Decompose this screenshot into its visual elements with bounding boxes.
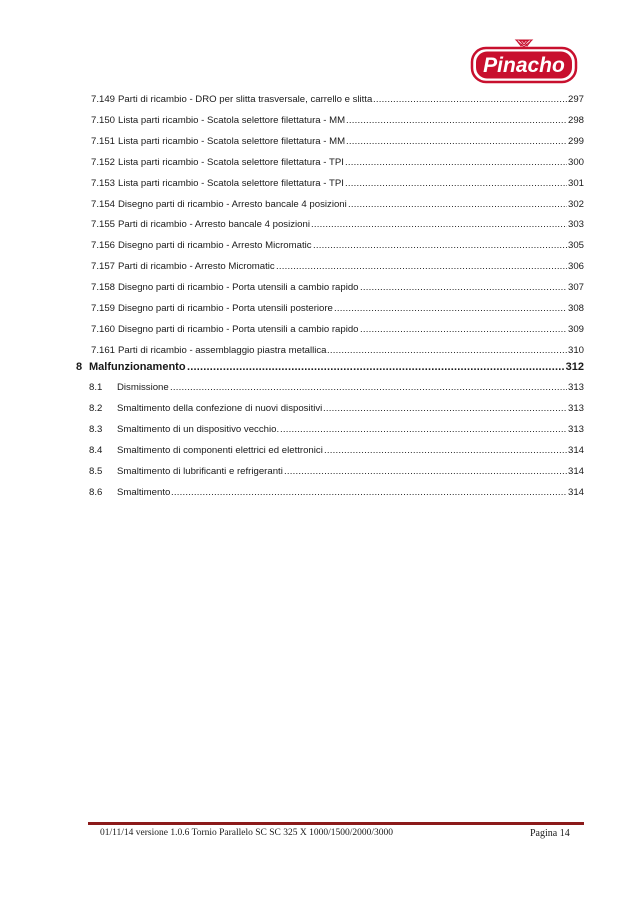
toc-entry-title: Disegno parti di ricambio - Porta utensili posteriore bbox=[118, 303, 333, 314]
toc-page-number: 300 bbox=[567, 156, 584, 168]
toc-dot-leader bbox=[334, 301, 567, 317]
toc-entry-number: 8.4 bbox=[89, 445, 103, 456]
toc-entry-number: 7.160 bbox=[91, 323, 116, 335]
toc-dot-leader bbox=[324, 443, 567, 459]
footer-document-info: 01/11/14 versione 1.0.6 Tornio Parallelo SC SC 325 X 1000/1500/2000/3000 bbox=[100, 828, 394, 838]
toc-page-number: 313 bbox=[567, 424, 584, 435]
toc-page-number: 297 bbox=[567, 94, 584, 105]
toc-page-number: 308 bbox=[567, 303, 584, 314]
toc-chapter-row[interactable] bbox=[0, 359, 636, 375]
toc-entry-number: 8.3 bbox=[89, 424, 103, 435]
toc-entry-row[interactable] bbox=[0, 217, 636, 233]
toc-entry-row[interactable] bbox=[0, 485, 636, 501]
toc-dot-leader bbox=[187, 359, 565, 375]
toc-entry-row[interactable] bbox=[0, 238, 636, 254]
toc-entry-row[interactable] bbox=[0, 422, 636, 438]
toc-entry-title: Disegno parti di ricambio - Porta utensili a cambio rapido bbox=[118, 282, 359, 294]
toc-entry-number: 7.152 bbox=[91, 156, 116, 168]
toc-entry-number: 7.158 bbox=[91, 282, 116, 294]
toc-entry-number: 7.157 bbox=[91, 261, 116, 273]
toc-entry-row[interactable] bbox=[0, 380, 636, 396]
toc-dot-leader bbox=[373, 92, 567, 108]
toc-page-number: 303 bbox=[567, 219, 584, 231]
toc-entry-number: 7.154 bbox=[91, 198, 116, 210]
toc-dot-leader bbox=[280, 422, 567, 438]
toc-entry-row[interactable] bbox=[0, 134, 636, 150]
toc-page-number: 298 bbox=[567, 114, 584, 126]
toc-dot-leader bbox=[284, 464, 567, 480]
toc-dot-leader bbox=[276, 259, 567, 275]
toc-dot-leader bbox=[360, 322, 567, 338]
toc-dot-leader bbox=[348, 197, 567, 213]
footer-rule bbox=[88, 822, 584, 825]
toc-page-number: 310 bbox=[567, 344, 584, 356]
toc-dot-leader bbox=[360, 280, 567, 296]
toc-entry-row[interactable] bbox=[0, 113, 636, 129]
toc-entry-title: Parti di ricambio - DRO per slitta trasversale, carrello e slitta bbox=[118, 94, 373, 105]
toc-entry-number: 8 bbox=[76, 361, 83, 373]
toc-entry-title: Smaltimento bbox=[117, 487, 171, 498]
toc-entry-number: 7.149 bbox=[91, 94, 116, 105]
toc-dot-leader bbox=[327, 343, 567, 359]
pinacho-logo-icon bbox=[470, 38, 578, 84]
toc-entry-number: 8.5 bbox=[89, 466, 103, 477]
toc-entry-number: 7.161 bbox=[91, 344, 116, 356]
toc-dot-leader bbox=[311, 217, 567, 233]
toc-page-number: 306 bbox=[567, 261, 584, 273]
toc-page-number: 301 bbox=[567, 177, 584, 189]
toc-entry-number: 7.150 bbox=[91, 114, 116, 126]
toc-entry-row[interactable] bbox=[0, 401, 636, 417]
toc-entry-row[interactable] bbox=[0, 176, 636, 192]
toc-dot-leader bbox=[346, 113, 567, 129]
toc-page-number: 313 bbox=[567, 382, 584, 393]
toc-entry-title: Disegno parti di ricambio - Arresto bancale 4 posizioni bbox=[118, 198, 347, 210]
footer-page-number: Pagina 14 bbox=[530, 828, 570, 839]
toc-page-number: 307 bbox=[567, 282, 584, 294]
toc-entry-number: 8.2 bbox=[89, 403, 103, 414]
toc-dot-leader bbox=[346, 134, 567, 150]
toc-page-number: 299 bbox=[567, 135, 584, 147]
toc-entry-row[interactable] bbox=[0, 464, 636, 480]
toc-dot-leader bbox=[171, 485, 567, 501]
toc-entry-row[interactable] bbox=[0, 197, 636, 213]
toc-entry-title: Smaltimento della confezione di nuovi dispositivi bbox=[117, 403, 323, 414]
toc-entry-number: 7.155 bbox=[91, 219, 116, 231]
toc-entry-title: Lista parti ricambio - Scatola selettore filettatura - MM bbox=[118, 114, 346, 126]
toc-entry-row[interactable] bbox=[0, 443, 636, 459]
toc-entry-number: 8.1 bbox=[89, 382, 103, 393]
toc-entry-title: Lista parti ricambio - Scatola selettore filettatura - TPI bbox=[118, 177, 344, 189]
toc-entry-row[interactable] bbox=[0, 343, 636, 359]
toc-entry-number: 7.153 bbox=[91, 177, 116, 189]
toc-dot-leader bbox=[323, 401, 567, 417]
toc-page-number: 314 bbox=[567, 487, 584, 498]
toc-entry-number: 7.156 bbox=[91, 240, 116, 252]
toc-entry-title: Malfunzionamento bbox=[89, 361, 186, 373]
toc-dot-leader bbox=[345, 155, 567, 171]
toc-dot-leader bbox=[345, 176, 567, 192]
toc-entry-row[interactable] bbox=[0, 301, 636, 317]
toc-entry-title: Smaltimento di componenti elettrici ed elettronici bbox=[117, 445, 323, 456]
toc-entry-number: 7.151 bbox=[91, 135, 116, 147]
toc-page-number: 313 bbox=[567, 403, 584, 414]
toc-page-number: 314 bbox=[567, 445, 584, 456]
toc-entry-title: Parti di ricambio - assemblaggio piastra metallica bbox=[118, 344, 327, 356]
toc-dot-leader bbox=[170, 380, 567, 396]
toc-entry-title: Parti di ricambio - Arresto bancale 4 posizioni bbox=[118, 219, 310, 231]
toc-entry-row[interactable] bbox=[0, 259, 636, 275]
toc-entry-row[interactable] bbox=[0, 280, 636, 296]
toc-page-number: 312 bbox=[565, 361, 584, 373]
toc-entry-title: Smaltimento di lubrificanti e refrigeranti bbox=[117, 466, 283, 477]
toc-entry-row[interactable] bbox=[0, 92, 636, 108]
toc-entry-row[interactable] bbox=[0, 155, 636, 171]
toc-entry-row[interactable] bbox=[0, 322, 636, 338]
toc-dot-leader bbox=[313, 238, 567, 254]
toc-entry-title: Parti di ricambio - Arresto Micromatic bbox=[118, 261, 275, 273]
toc-page-number: 305 bbox=[567, 240, 584, 252]
toc-entry-title: Lista parti ricambio - Scatola selettore filettatura - MM bbox=[118, 135, 346, 147]
toc-entry-number: 7.159 bbox=[91, 303, 116, 314]
toc-entry-title: Smaltimento di un dispositivo vecchio. bbox=[117, 424, 280, 435]
toc-entry-title: Disegno parti di ricambio - Arresto Micromatic bbox=[118, 240, 312, 252]
toc-entry-title: Disegno parti di ricambio - Porta utensili a cambio rapido bbox=[118, 323, 359, 335]
toc-page-number: 314 bbox=[567, 466, 584, 477]
toc-entry-title: Lista parti ricambio - Scatola selettore filettatura - TPI bbox=[118, 156, 344, 168]
toc-entry-number: 8.6 bbox=[89, 487, 103, 498]
toc-entry-title: Dismissione bbox=[117, 382, 169, 393]
logo-text: Pinacho bbox=[483, 54, 565, 77]
toc-page-number: 309 bbox=[567, 323, 584, 335]
pinacho-logo bbox=[470, 38, 578, 84]
toc-page-number: 302 bbox=[567, 198, 584, 210]
